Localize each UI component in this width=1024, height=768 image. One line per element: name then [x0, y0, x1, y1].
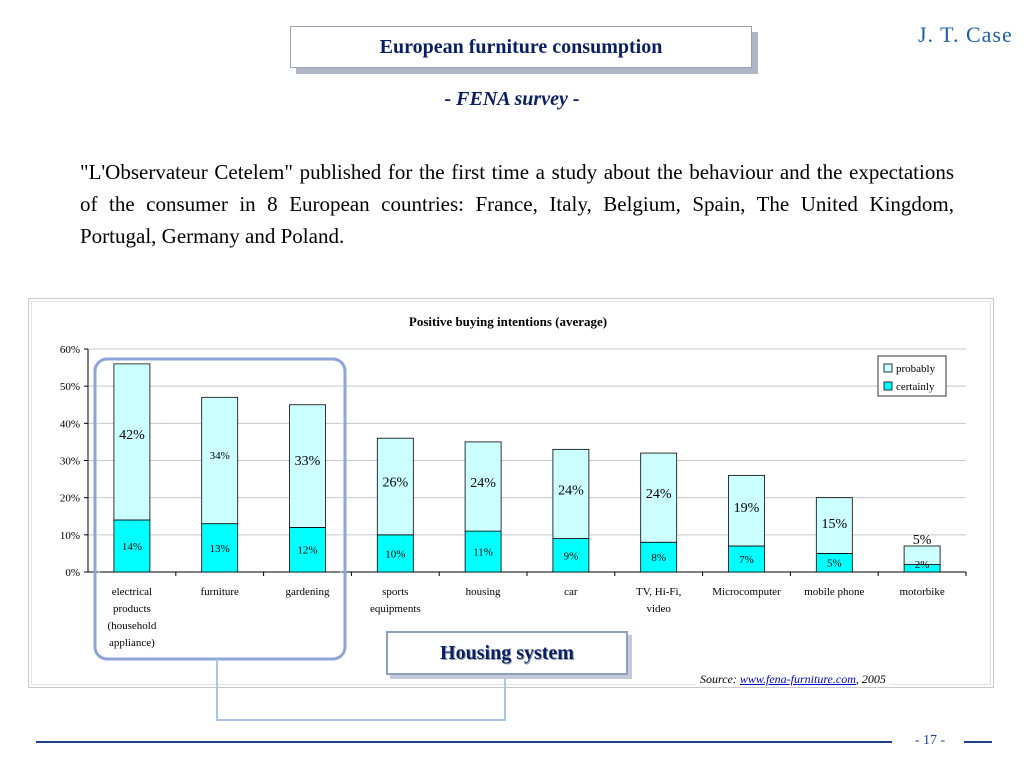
x-category-label: housing — [465, 586, 501, 598]
x-category-label: electrical — [111, 586, 153, 598]
source-link[interactable]: www.fena-furniture.com — [739, 672, 856, 686]
data-label-certainly: 7% — [739, 553, 754, 566]
data-label-probably: 34% — [209, 450, 230, 463]
legend-swatch-probably — [884, 364, 892, 372]
y-tick-label: 50% — [59, 381, 80, 394]
x-category-label: gardening — [285, 586, 330, 598]
data-label-certainly: 14% — [121, 540, 142, 553]
x-category-label: products — [112, 603, 151, 615]
footer-divider-left — [36, 741, 892, 743]
x-category-label: equipments — [369, 603, 421, 615]
chart-title: Positive buying intentions (average) — [408, 314, 608, 329]
y-tick-label: 0% — [65, 567, 80, 579]
source-suffix: , 2005 — [855, 672, 886, 686]
intro-paragraph: "L'Observateur Cetelem" published for the first time a study about the behaviour and the expectations of the consumer in 8 European countries: France, Italy, Belgium, Spain, The United Kingdom, Portugal, Germany and Poland. — [80, 160, 954, 248]
y-tick-label: 20% — [59, 492, 80, 505]
data-label-certainly: 9% — [563, 550, 579, 563]
data-label-probably: 24% — [558, 483, 584, 499]
data-label-certainly: 5% — [826, 557, 842, 570]
data-label-probably: 5% — [912, 532, 932, 548]
data-label-certainly: 8% — [651, 552, 667, 565]
data-label-certainly: 2% — [914, 559, 930, 571]
x-category-label: furniture — [200, 586, 239, 598]
x-category-label: sports — [382, 586, 409, 598]
housing-system-callout — [386, 631, 628, 675]
x-category-label: car — [564, 586, 578, 598]
data-label-certainly: 10% — [385, 548, 406, 561]
data-label-probably: 33% — [294, 453, 321, 469]
data-label-probably: 26% — [382, 475, 409, 491]
page-title: European furniture consumption — [379, 35, 663, 58]
data-label-certainly: 13% — [209, 542, 230, 555]
y-tick-label: 40% — [59, 418, 80, 431]
source-note — [696, 672, 890, 687]
data-label-probably: 24% — [470, 476, 496, 492]
source-prefix: Source: — [700, 672, 740, 686]
data-label-probably: 19% — [733, 501, 760, 517]
company-logo: J. T. Case — [918, 22, 1013, 47]
x-category-label: motorbike — [899, 586, 945, 598]
x-category-label: (household — [107, 620, 157, 632]
x-category-label: TV, Hi-Fi, — [636, 586, 682, 598]
data-label-probably: 24% — [645, 487, 672, 503]
page-subtitle: - FENA survey - — [444, 88, 580, 110]
housing-system-label: Housing system — [440, 641, 574, 664]
footer-divider-right — [964, 741, 992, 743]
data-label-probably: 42% — [119, 428, 145, 444]
data-label-probably: 15% — [821, 516, 848, 532]
x-category-label: Microcomputer — [712, 586, 781, 598]
y-tick-label: 10% — [59, 529, 80, 542]
y-tick-label: 30% — [59, 455, 80, 468]
data-label-certainly: 12% — [297, 544, 318, 557]
legend-label-certainly: certainly — [896, 381, 935, 393]
data-label-certainly: 11% — [473, 546, 493, 559]
x-category-label: mobile phone — [804, 586, 865, 598]
x-category-label: appliance) — [108, 637, 155, 649]
x-category-label: video — [646, 603, 671, 615]
page-number: - 17 - — [914, 733, 946, 748]
legend-label-probably: probably — [896, 363, 936, 375]
y-tick-label: 60% — [59, 344, 80, 356]
legend-swatch-certainly — [884, 382, 892, 390]
